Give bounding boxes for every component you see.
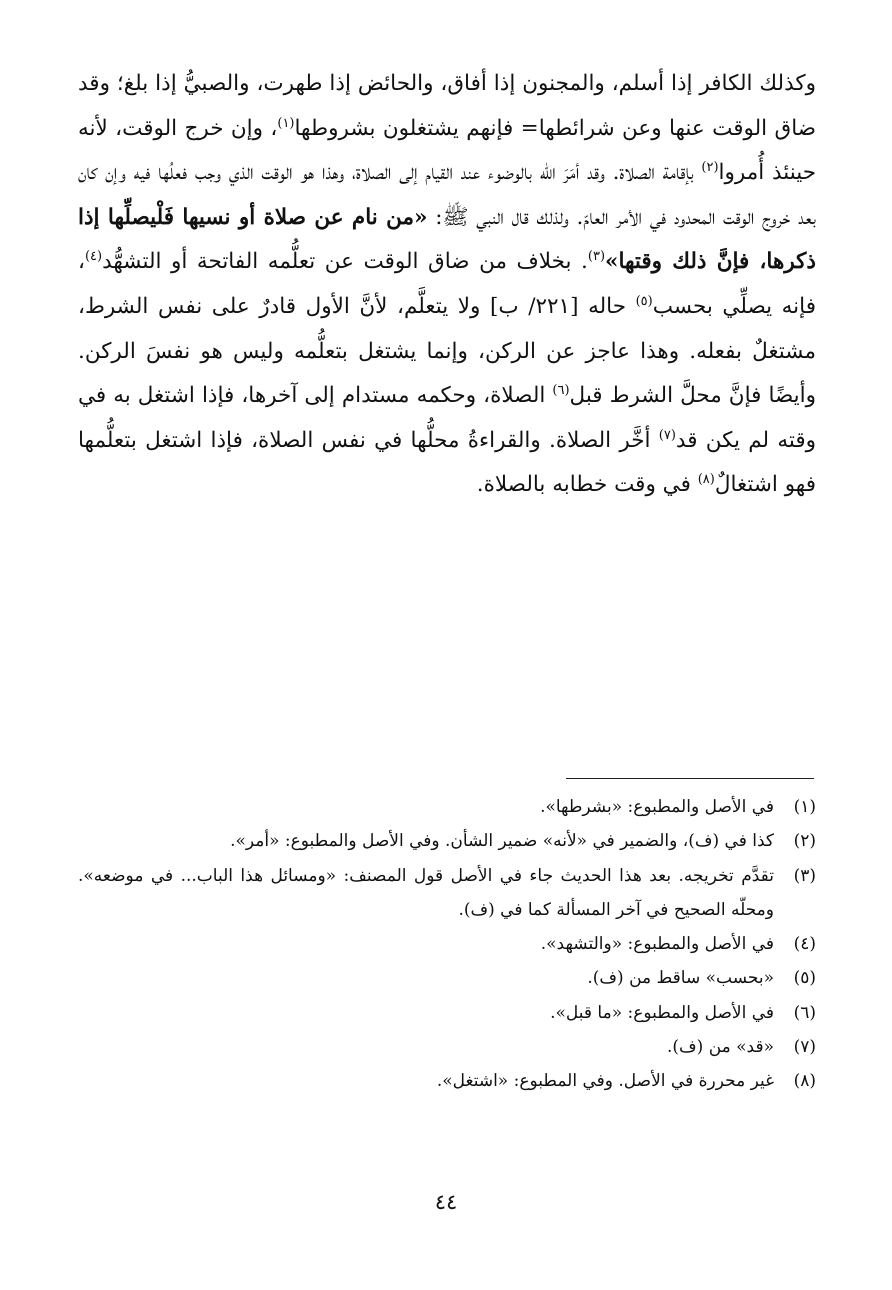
footnote-divider [566,778,814,779]
footnote-number: (٣) [793,865,816,886]
footnote-item [78,927,816,961]
footnote-item [78,961,816,995]
footnote-number: (٦) [793,1002,816,1023]
footnote-marker-7: (٧) [658,427,676,443]
footnote-item [78,996,816,1030]
text-segment: الصلاة، وحكمه مستدام إلى آخرها، فإذا اشتغل به في وقته لم يكن قد [78,383,816,453]
footnote-text: «قد» من (ف). [667,1037,774,1058]
text-segment: في وقت خطابه بالصلاة. [476,472,698,498]
text-segment: ، وإن خرج الوقت، لأنه حينئذ أُمروا [78,115,816,186]
footnote-text: غير محررة في الأصل. وفي المطبوع: «اشتغل». [436,1071,774,1092]
footnote-number: (٧) [793,1037,816,1058]
footnote-marker-4: (٤) [84,249,103,265]
footnote-marker-2: (٢) [701,160,719,176]
footnote-text: في الأصل والمطبوع: «ما قبل». [550,1002,774,1023]
footnote-item [78,824,816,858]
footnote-text: «بحسب» ساقط من (ف). [587,968,774,989]
footnotes [78,790,816,1099]
footnote-item [78,1030,816,1064]
main-paragraph [78,62,816,508]
footnote-marker-3: (٣) [587,249,606,265]
footnote-text: في الأصل والمطبوع: «بشرطها». [540,797,774,817]
text-segment: أخَّر الصلاة. والقراءةُ محلُّها في نفس الصلاة، فإذا اشتغل بتعلُّمها فهو اشتغالٌ [78,427,816,498]
footnote-text: كذا في (ف)، والضمير في «لأنه» ضمير الشأن. وفي الأصل والمطبوع: «أمر». [230,831,774,852]
footnote-marker-5: (٥) [635,293,653,309]
page-number: ٤٤ [434,1190,458,1214]
footnote-number: (٨) [793,1071,816,1092]
footnote-text: تقدَّم تخريجه. بعد هذا الحديث جاء في الأصل قول المصنف: «ومسائل هذا الباب... في موضعه». ومحلّه الصحيح في آخر المسألة كما في (ف). [78,865,774,920]
text-segment: . بخلاف من ضاق الوقت عن تعلُّمه الفاتحة أو التشهُّد [102,249,588,275]
footnote-number: (٥) [793,968,816,989]
footnote-number: (١) [793,797,816,817]
text-segment: ، فإنه يصلِّي بحسب [78,249,816,319]
footnote-item [78,790,816,824]
footnote-number: (٤) [793,934,816,955]
footnote-marker-6: (٦) [552,383,570,398]
footnote-text: في الأصل والمطبوع: «والتشهد». [540,934,774,955]
main-text [78,62,816,508]
footnote-marker-1: (١) [277,115,295,131]
hadith-quote: «من نام عن صلاة أو نسيها فَلْيصلِّها إذا ذكرها، فإنَّ ذلك وقتها» [78,204,816,275]
footnote-marker-8: (٨) [697,472,715,488]
footnote-item [78,859,816,928]
text-segment: حاله [٢٢١/ ب] ولا يتعلَّم، لأنَّ الأول قادرٌ على نفس الشرط، مشتغلٌ بفعله. وهذا عاجز عن الركن، وإنما يشتغل بتعلُّمه وليس هو نفسَ الركن. وأيضًا فإنَّ محلَّ الشرط قبل [78,293,816,409]
text-segment: بإقامة الصلاة. وقد أمَرَ الله بالوضوء عند القيام إلى الصلاة، وهذا هو الوقت الذي وجب فعلُها فيه وإن كان بعد خروج الوقت المحدود في الأمر العامّ. ولذلك قال النبي ﷺ: [78,160,817,230]
footnote-item [78,1064,816,1098]
text-segment: وكذلك الكافر إذا أسلم، والمجنون إذا أفاق، والحائض إذا طهرت، والصبيُّ إذا بلغ؛ وقد ضاق الوقت عنها وعن شرائطها= فإنهم يشتغلون بشروطها [78,71,816,141]
footnote-number: (٢) [793,831,816,852]
